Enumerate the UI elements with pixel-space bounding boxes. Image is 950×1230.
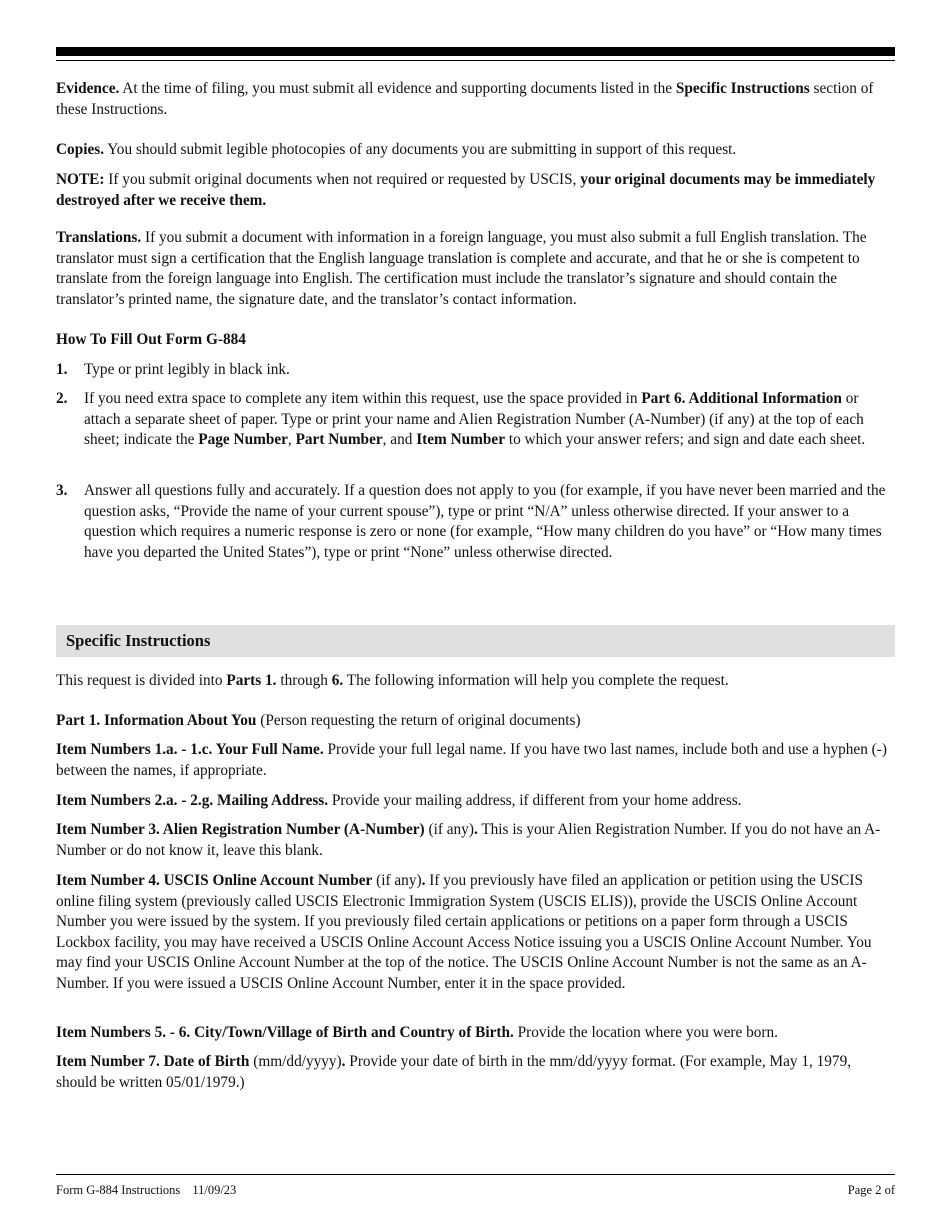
- part1-heading: [56, 711, 895, 732]
- translations-text: If you submit a document with information in a foreign language, you must also submit a full English translation. The translator must sign a certification that the English language translation is complete and accurate, and that he or she is competent to translate from the foreign language into English. The certification must include the translator’s signature and should contain the translator’s printed name, the signature date, and the translator’s contact information.: [56, 229, 867, 308]
- footer-form-date: 11/09/23: [192, 1183, 237, 1197]
- part1-title: Part 1. Information About You: [56, 712, 257, 729]
- intro-bold: 6.: [331, 672, 344, 689]
- list-text-segment: to which your answer refers; and sign and date each sheet.: [505, 431, 866, 448]
- item-3-text: This is your Alien Registration Number. If you do not have an A-Number or do not know it, leave this blank.: [56, 821, 881, 859]
- specific-intro-paragraph: [56, 671, 895, 692]
- footer-rule: [56, 1174, 895, 1175]
- list-text: [84, 481, 895, 563]
- item-2-label: Item Numbers 2.a. - 2.g. Mailing Address.: [56, 792, 329, 809]
- list-text: [84, 389, 895, 451]
- evidence-paragraph: [56, 79, 895, 120]
- list-item: [56, 360, 895, 381]
- item-3-label: Item Number 3. Alien Registration Number (A-Number): [56, 821, 425, 838]
- translations-label: Translations.: [56, 229, 142, 246]
- list-text-segment: ,: [287, 431, 296, 448]
- item-5-6-paragraph: [56, 1023, 895, 1044]
- note-bold: your original documents may be immediately destroyed after we receive them.: [56, 171, 876, 209]
- list-number: 1.: [56, 361, 68, 378]
- item-7-qualifier: (mm/dd/yyyy): [249, 1053, 342, 1070]
- list-bold-segment: Part Number: [295, 431, 383, 448]
- item-4-qualifier: (if any): [372, 872, 422, 889]
- item-7-paragraph: [56, 1052, 895, 1093]
- list-text-segment: , and: [382, 431, 417, 448]
- item-7-text: Provide your date of birth in the mm/dd/yyyy format. (For example, May 1, 1979, should be written 05/01/1979.): [56, 1053, 852, 1091]
- intro-text: through: [276, 672, 332, 689]
- item-4-text: If you previously have filed an application or petition using the USCIS online filing system (previously called USCIS Electronic Immigration System (USCIS ELIS)), provide the USCIS Online Account Number you were issued by the system. If you previously filed certain applications or petitions on a paper form through a USCIS Lockbox facility, you may have received a USCIS Online Account Access Notice issuing you a USCIS Online Account Number. You may find your USCIS Online Account Number at the top of the notice. The USCIS Online Account Number is not the same as an A-Number. If you were issued a USCIS Online Account Number, enter it in the space provided.: [56, 872, 872, 992]
- how-to-heading-text: How To Fill Out Form G-884: [56, 331, 246, 348]
- list-text-segment: If you need extra space to complete any item within this request, use the space provided in: [84, 390, 642, 407]
- copies-paragraph: [56, 140, 895, 161]
- evidence-bold: Specific Instructions: [675, 80, 810, 97]
- translations-paragraph: [56, 228, 895, 310]
- intro-text: The following information will help you complete the request.: [343, 672, 729, 689]
- item-1-paragraph: [56, 740, 895, 781]
- how-to-heading: [56, 330, 895, 351]
- section-title: Specific Instructions: [66, 631, 211, 650]
- item-5-6-text: Provide the location where you were born.: [513, 1024, 778, 1041]
- part1-subtitle: (Person requesting the return of original documents): [256, 712, 581, 729]
- intro-text: This request is divided into: [56, 672, 227, 689]
- list-item: [56, 481, 895, 563]
- list-text-segment: Answer all questions fully and accurately. If a question does not apply to you (for example, if you have never been married and the question asks, “Provide the name of your current spouse”), type or print “N/A” unless otherwise directed. If your answer to a question which requires a numeric response is zero or none (for example, “How many children do you have” or “How many times have you departed the United States”), type or print “None” unless otherwise directed.: [84, 482, 886, 561]
- note-paragraph: [56, 170, 895, 211]
- evidence-label: Evidence.: [56, 80, 120, 97]
- list-text: [84, 360, 895, 381]
- item-3-paragraph: [56, 820, 895, 861]
- item-4-paragraph: [56, 871, 895, 994]
- copies-text: You should submit legible photocopies of any documents you are submitting in support of this request.: [104, 141, 737, 158]
- item-4-label: Item Number 4. USCIS Online Account Number: [56, 872, 373, 889]
- item-2-text: Provide your mailing address, if different from your home address.: [328, 792, 742, 809]
- list-text-segment: Type or print legibly in black ink.: [84, 361, 290, 378]
- list-bold-segment: Part 6. Additional Information: [641, 390, 842, 407]
- evidence-text: At the time of filing, you must submit all evidence and supporting documents listed in the: [119, 80, 676, 97]
- list-item: [56, 389, 895, 451]
- item-1-text: Provide your full legal name. If you have two last names, include both and use a hyphen (-) between the names, if appropriate.: [56, 741, 887, 779]
- list-number: 2.: [56, 390, 68, 407]
- item-7-label: Item Number 7. Date of Birth: [56, 1053, 250, 1070]
- evidence-text-end: section of these Instructions.: [56, 80, 874, 118]
- note-label: NOTE:: [56, 171, 105, 188]
- list-number: 3.: [56, 482, 68, 499]
- item-5-6-label: Item Numbers 5. - 6. City/Town/Village of Birth and Country of Birth.: [56, 1024, 514, 1041]
- list-bold-segment: Page Number: [198, 431, 288, 448]
- list-bold-segment: Item Number: [416, 431, 506, 448]
- footer-form-info: [56, 1182, 236, 1198]
- intro-bold: Parts 1.: [226, 672, 277, 689]
- footer-form-name: Form G-884 Instructions: [56, 1183, 181, 1197]
- item-3-qualifier: (if any): [424, 821, 474, 838]
- footer-page-number: Page 2 of: [847, 1183, 895, 1197]
- list-text-segment: or attach a separate sheet of paper. Type or print your name and Alien Registration Number (A-Number) (if any) at the top of each sheet; indicate the: [84, 390, 864, 448]
- specific-instructions-section-header: [56, 625, 895, 657]
- header-thick-rule: [56, 47, 895, 56]
- item-1-label: Item Numbers 1.a. - 1.c. Your Full Name.: [56, 741, 324, 758]
- note-text: If you submit original documents when not required or requested by USCIS,: [104, 171, 581, 188]
- item-2-paragraph: [56, 791, 895, 812]
- header-thin-rule: [56, 60, 895, 61]
- item-4-period: .: [421, 872, 426, 889]
- item-3-period: .: [473, 821, 478, 838]
- copies-label: Copies.: [56, 141, 105, 158]
- item-7-period: .: [341, 1053, 346, 1070]
